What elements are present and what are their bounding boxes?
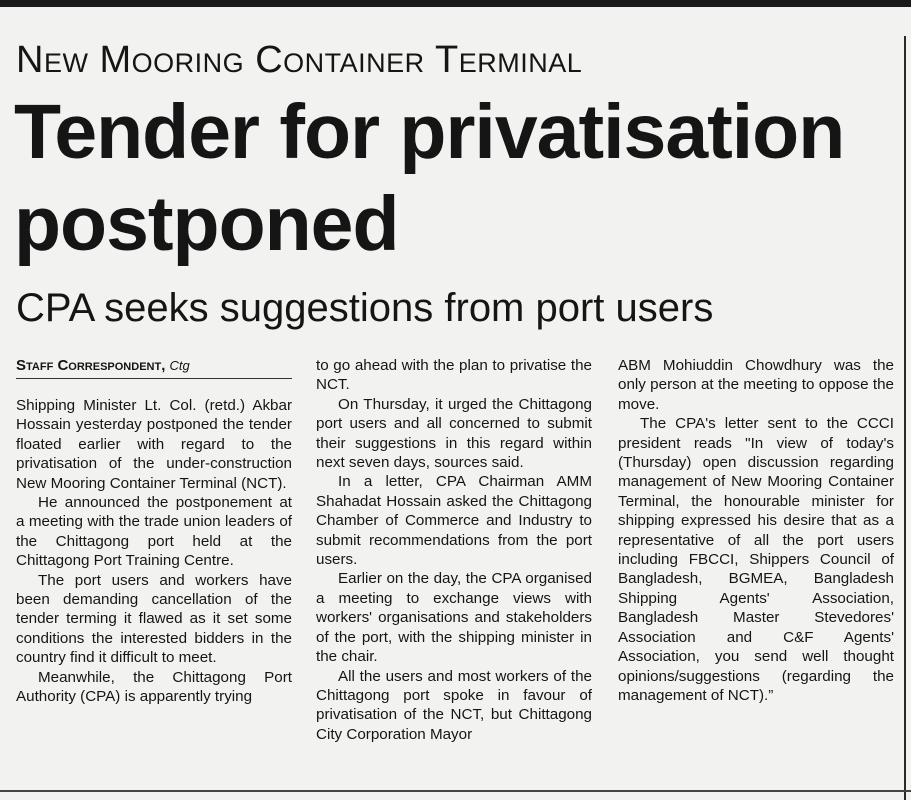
paragraph: Earlier on the day, the CPA organised a meeting to exchange views with workers' organisations and stakeholders of the port, with the shipping minister in the chair. <box>316 570 592 666</box>
paragraph: On Thursday, it urged the Chittagong port users and all concerned to submit their suggestions in this regard within next seven days, sources said. <box>316 395 592 472</box>
paragraph: Shipping Minister Lt. Col. (retd.) Akbar Hossain yesterday postponed the tender floated earlier with regard to the privatisation of the under-construction New Mooring Container Terminal (NCT). <box>16 397 292 492</box>
article-subhead: CPA seeks suggestions from port users <box>16 286 714 330</box>
paragraph: All the users and most workers of the Chittagong port spoke in favour of privatisation of the NCT, but Chittagong City Corporation Mayor <box>316 667 592 743</box>
paragraph: Meanwhile, the Chittagong Port Authority (CPA) is apparently trying <box>16 668 292 706</box>
paragraph: He announced the postponement at a meeting with the trade union leaders of the Chittagong port held at the Chittagong Port Training Centre. <box>16 494 292 570</box>
article-column-2 <box>316 356 592 744</box>
paragraph: to go ahead with the plan to privatise the NCT. <box>316 357 592 394</box>
article-column-3 <box>618 356 894 705</box>
paragraph: ABM Mohiuddin Chowdhury was the only person at the meeting to oppose the move. <box>618 357 894 413</box>
byline-author: Staff Correspondent, <box>16 357 166 374</box>
byline <box>16 356 292 379</box>
top-border <box>0 0 911 7</box>
bottom-border <box>0 790 911 792</box>
paragraph: The CPA's letter sent to the CCCI president reads "In view of today's (Thursday) open discussion regarding management of New Mooring Container Terminal, the honourable minister for shipping expressed his desire that as a representative of all the port users including FBCCI, Shippers Council of Bangladesh, BGMEA, Bangladesh Shipping Agents' Association, Bangladesh Master Stevedores' Association and C&F Agents' Association, you send well thought opinions/suggestions (regarding the management of NCT).” <box>618 415 894 704</box>
paragraph: In a letter, CPA Chairman AMM Shahadat Hossain asked the Chittagong Chamber of Commerce and Industry to submit recommendations from the port users. <box>316 473 592 569</box>
paragraph: The port users and workers have been demanding cancellation of the tender terming it flawed as it set some conditions the interested bidders in the country find it difficult to meet. <box>16 571 292 667</box>
byline-location: Ctg <box>169 358 190 373</box>
article-column-1 <box>16 396 292 707</box>
right-column-rule <box>904 36 906 800</box>
article-headline: Tender for privatisation postponed <box>14 89 845 267</box>
article-kicker: New Mooring Container Terminal <box>16 39 583 81</box>
